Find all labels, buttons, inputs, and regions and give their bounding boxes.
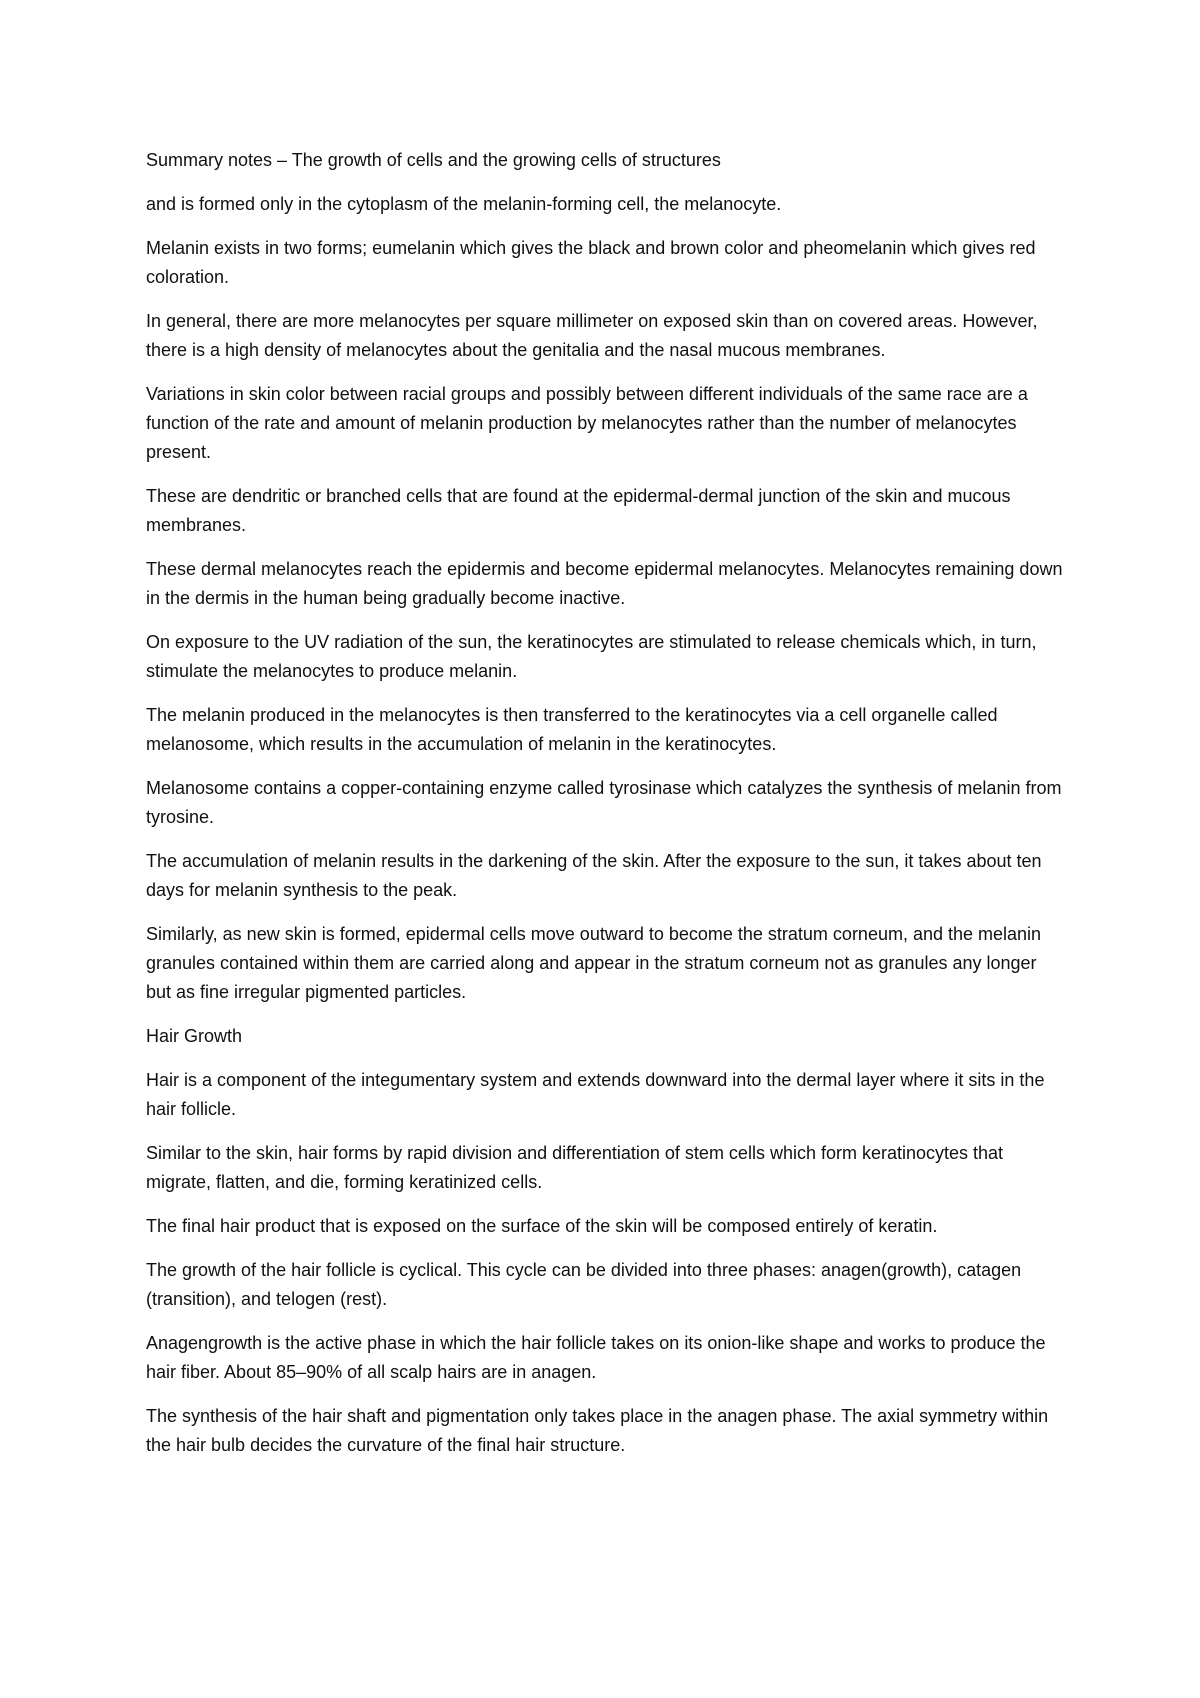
paragraph: Melanosome contains a copper-containing enzyme called tyrosinase which catalyzes the synthesis of melanin from tyrosine. <box>146 778 1062 827</box>
paragraph: On exposure to the UV radiation of the sun, the keratinocytes are stimulated to release chemicals which, in turn, stimulate the melanocytes to produce melanin. <box>146 632 1037 681</box>
section-heading: Hair Growth <box>146 1026 243 1046</box>
paragraph: These dermal melanocytes reach the epidermis and become epidermal melanocytes. Melanocytes remaining down in the dermis in the human being gradually become inactive. <box>146 559 1063 608</box>
paragraph: Variations in skin color between racial groups and possibly between different individuals of the same race are a function of the rate and amount of melanin production by melanocytes rather than the number of melanocytes present. <box>146 384 1028 462</box>
paragraph: Similarly, as new skin is formed, epidermal cells move outward to become the stratum corneum, and the melanin granules contained within them are carried along and appear in the stratum corneum not as granules any longer but as fine irregular pigmented particles. <box>146 924 1042 1002</box>
paragraph: Melanin exists in two forms; eumelanin which gives the black and brown color and pheomelanin which gives red coloration. <box>146 238 1036 287</box>
paragraph: The final hair product that is exposed on the surface of the skin will be composed entirely of keratin. <box>146 1216 938 1236</box>
paragraph: Hair is a component of the integumentary system and extends downward into the dermal layer where it sits in the hair follicle. <box>146 1070 1045 1119</box>
paragraph: Similar to the skin, hair forms by rapid division and differentiation of stem cells which form keratinocytes that migrate, flatten, and die, forming keratinized cells. <box>146 1143 1004 1192</box>
paragraph: The synthesis of the hair shaft and pigmentation only takes place in the anagen phase. The axial symmetry within the hair bulb decides the curvature of the final hair structure. <box>146 1406 1049 1455</box>
paragraph: These are dendritic or branched cells that are found at the epidermal-dermal junction of the skin and mucous membranes. <box>146 486 1011 535</box>
paragraph: The accumulation of melanin results in the darkening of the skin. After the exposure to the sun, it takes about ten days for melanin synthesis to the peak. <box>146 851 1042 900</box>
paragraph: Anagengrowth is the active phase in which the hair follicle takes on its onion-like shape and works to produce the hair fiber. About 85–90% of all scalp hairs are in anagen. <box>146 1333 1046 1382</box>
document-title: Summary notes – The growth of cells and the growing cells of structures <box>146 150 721 170</box>
paragraph: In general, there are more melanocytes per square millimeter on exposed skin than on covered areas. However, there is a high density of melanocytes about the genitalia and the nasal mucous membranes. <box>146 311 1038 360</box>
paragraph: and is formed only in the cytoplasm of the melanin-forming cell, the melanocyte. <box>146 194 782 214</box>
paragraph: The melanin produced in the melanocytes is then transferred to the keratinocytes via a cell organelle called melanosome, which results in the accumulation of melanin in the keratinocytes. <box>146 705 998 754</box>
document-body <box>146 146 1066 1475</box>
paragraph: The growth of the hair follicle is cyclical. This cycle can be divided into three phases: anagen(growth), catagen (transition), and telogen (rest). <box>146 1260 1022 1309</box>
